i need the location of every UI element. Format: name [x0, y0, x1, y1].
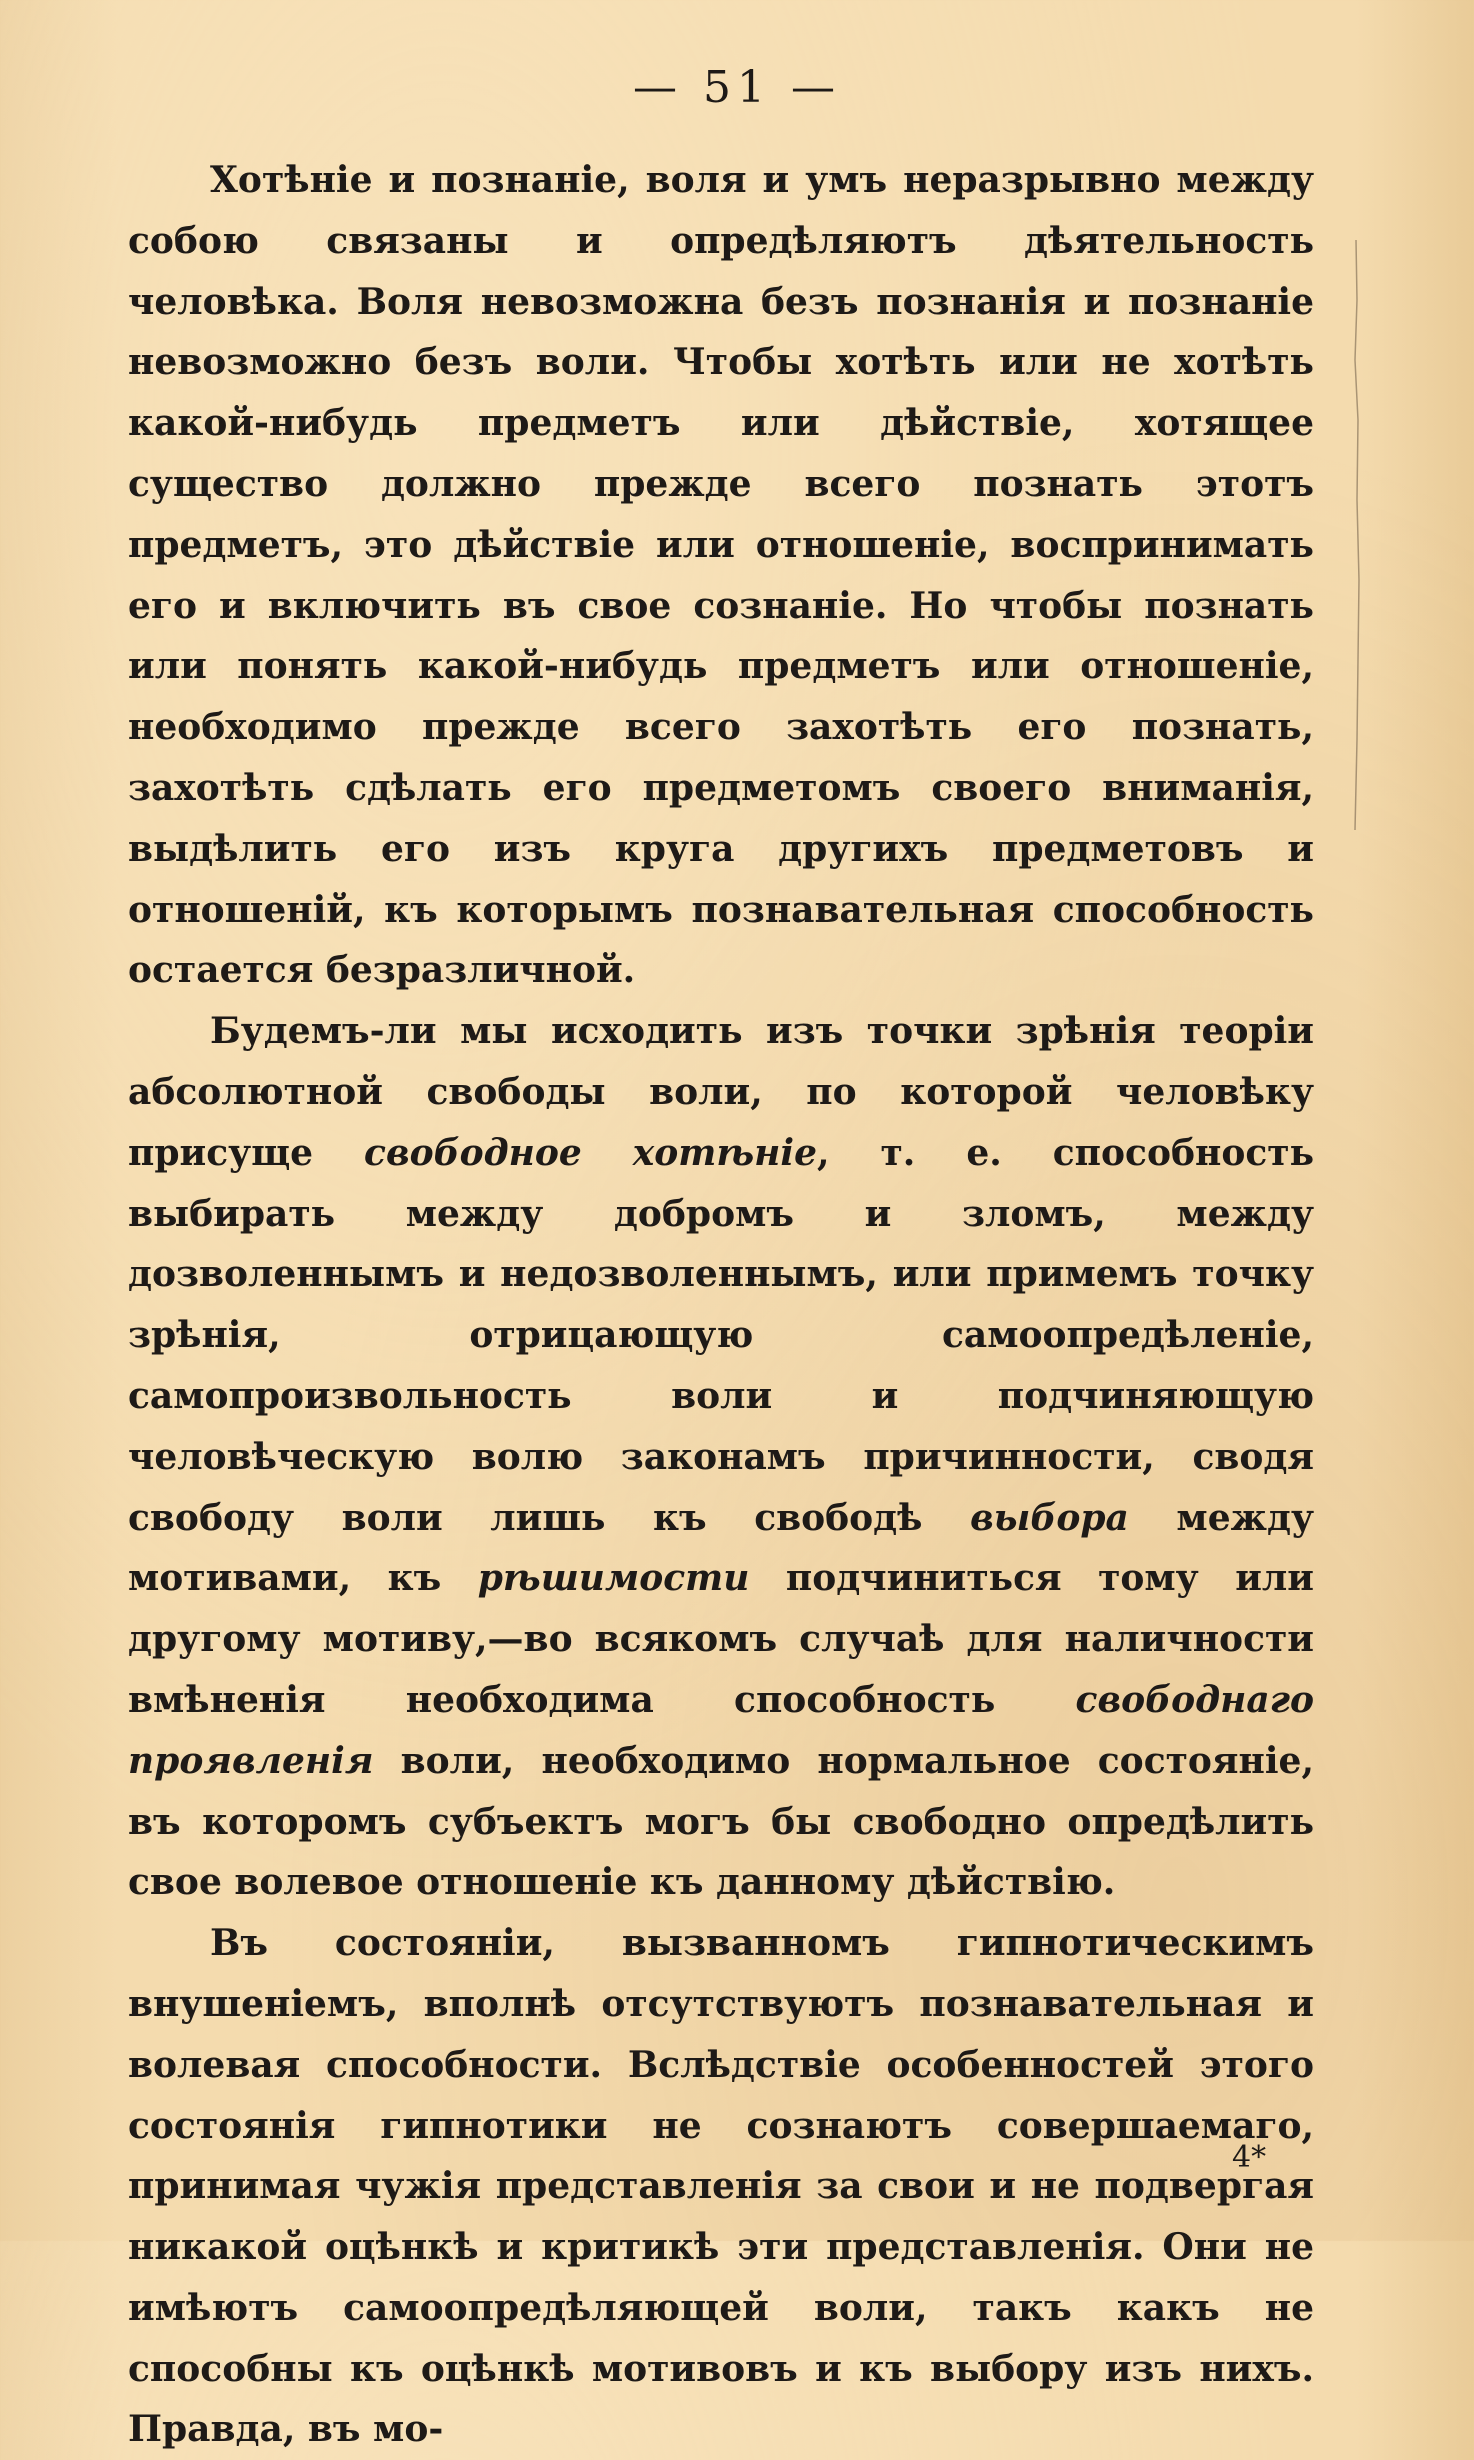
page-number: — 51 — [633, 62, 841, 113]
paragraph-2 [128, 1001, 1314, 1913]
paragraph-2-text-part-2: , т. е. способность выбирать между добромъ и зломъ, между дозволеннымъ и недозволеннымъ, или примемъ точку зрѣнія, отрицающую самоопредѣленіе, самопроизвольность воли и подчиняющую человѣческую волю законамъ причинности, сводя свободу воли лишь къ свободѣ [128, 1131, 1314, 1539]
paragraph-3 [128, 1913, 1314, 2460]
emphasis-choice: выбора [970, 1496, 1129, 1539]
emphasis-resolve: рѣшимости [477, 1557, 750, 1600]
margin-pencil-mark [1352, 240, 1362, 830]
paragraph-1-text: Хотѣніе и познаніе, воля и умъ неразрывно между собою связаны и опредѣляютъ дѣятельность человѣка. Воля невозможна безъ познанія и познаніе невозможно безъ воли. Чтобы хотѣть или не хотѣть какой-нибудь предметъ или дѣйствіе, хотящее существо должно прежде всего познать этотъ предметъ, это дѣйствіе или отношеніе, воспринимать его и включить въ свое сознаніе. Но чтобы познать или понять какой-нибудь предметъ или отношеніе, необходимо прежде всего захотѣть его познать, захотѣть сдѣлать его предметомъ своего вниманія, выдѣлить его изъ круга другихъ предметовъ и отношеній, къ которымъ познавательная способность остается безразличной. [128, 159, 1314, 992]
paragraph-2-text-part-3: между мотивами, къ [128, 1496, 1314, 1600]
emphasis-free-will: свободное хотѣніе [364, 1131, 817, 1174]
paragraph-2-text-part-5: воли, необходимо нормальное состояніе, въ которомъ субъектъ могъ бы свободно опредѣлить свое волевое отношеніе къ данному дѣйствію. [128, 1739, 1314, 1904]
body-text [128, 150, 1314, 2460]
paragraph-2-text-part-4: подчиниться тому или другому мотиву,—во всякомъ случаѣ для наличности вмѣненія необходима способность [128, 1557, 1314, 1721]
emphasis-free-manifestation: свободнаго проявленія [128, 1678, 1314, 1782]
paragraph-3-text: Въ состояніи, вызванномъ гипнотическимъ внушеніемъ, вполнѣ отсутствуютъ познавательная и волевая способности. Вслѣдствіе особенностей этого состоянія гипнотики не сознаютъ совершаемаго, принимая чужія представленія за свои и не подвергая никакой оцѣнкѣ и критикѣ эти представленія. Они не имѣютъ самоопредѣляющей воли, такъ какъ не способны къ оцѣнкѣ мотивовъ и къ выбору изъ нихъ. Правда, въ мо- [128, 1922, 1314, 2451]
paragraph-2-text-part-1: Будемъ-ли мы исходить изъ точки зрѣнія теоріи абсолютной свободы воли, по которой человѣку присуще [128, 1010, 1314, 1174]
signature-mark: 4* [1232, 2140, 1267, 2175]
paragraph-1 [128, 150, 1314, 1001]
